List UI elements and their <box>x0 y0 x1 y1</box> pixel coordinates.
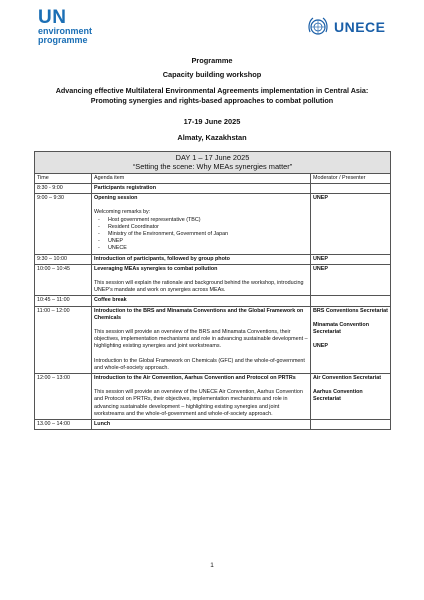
row-title: Leveraging MEAs synergies to combat pollution <box>94 265 218 272</box>
workshop-location: Almaty, Kazakhstan <box>177 133 247 142</box>
row-description: This session will provide an overview of the UNECE Air Convention, Aarhus Convention and Protocol on PRTRs, their objectives, implementation mechanisms and role in advancing sustainable development – highlighting existing synergies and joint workstreams and the whole-of-government and whole-of-society approach. <box>94 389 303 417</box>
row-time: 11:00 – 12:00 <box>35 306 92 373</box>
presenter-name: UNEP <box>313 343 328 350</box>
workshop-subtitle: Capacity building workshop <box>162 70 262 79</box>
unep-logo <box>38 8 118 46</box>
table-row <box>35 374 391 420</box>
page-number: 1 <box>210 562 214 569</box>
row-presenter: UNEP <box>311 254 391 264</box>
list-item: - Resident Coordinator <box>108 224 308 231</box>
row-time: 9:00 – 9:30 <box>35 194 92 254</box>
schedule-table <box>34 151 391 430</box>
row-presenter <box>311 184 391 194</box>
row-time: 13.00 – 14:00 <box>35 420 92 430</box>
row-time: 10:00 – 10:45 <box>35 264 92 296</box>
row-intro: Welcoming remarks by: <box>94 209 151 216</box>
row-presenter: UNEP <box>311 194 391 254</box>
col-time-header: Time <box>35 173 92 183</box>
list-item: - Host government representative (TBC) <box>108 217 308 224</box>
row-presenter <box>311 420 391 430</box>
row-agenda <box>92 306 311 373</box>
list-item: - Ministry of the Environment, Government of Japan <box>108 231 308 238</box>
unece-logo-text: UNECE <box>334 19 386 35</box>
unep-logo-line2: environment <box>38 26 93 36</box>
table-row <box>35 306 391 373</box>
unep-logo-line3: programme <box>38 35 88 45</box>
col-presenter-header: Moderator / Presenter <box>311 173 391 183</box>
row-presenter <box>311 296 391 306</box>
row-title: Introduction of participants, followed by group photo <box>92 254 311 264</box>
row-presenter: UNEP <box>311 264 391 296</box>
table-row <box>35 420 391 430</box>
un-emblem-icon <box>306 15 330 39</box>
workshop-dates: 17-19 June 2025 <box>183 117 241 126</box>
list-item: - UNECE <box>108 245 308 252</box>
row-time: 10:45 – 11:00 <box>35 296 92 306</box>
row-title: Introduction to the Air Convention, Aarhus Convention and Protocol on PRTRs <box>94 375 296 382</box>
presenter-name: Aarhus Convention Secretariat <box>313 389 363 403</box>
day-header-cell <box>35 152 391 174</box>
row-title: Coffee break <box>92 296 311 306</box>
row-title: Introduction to the BRS and Minamata Conventions and the Global Framework on Chemicals <box>94 307 304 321</box>
table-row <box>35 194 391 254</box>
unep-logo-un: UN <box>38 7 67 28</box>
day-theme: “Setting the scene: Why MEAs synergies matter” <box>132 162 293 172</box>
table-row <box>35 296 391 306</box>
table-row <box>35 264 391 296</box>
row-agenda <box>92 264 311 296</box>
row-time: 8:30 - 9:00 <box>35 184 92 194</box>
presenter-name: Minamata Convention Secretariat <box>313 321 370 336</box>
speaker-list <box>94 217 308 253</box>
row-description-2: Introduction to the Global Framework on Chemicals (GFC) and the whole-of-government and whole-of-society approach. <box>94 357 305 371</box>
row-agenda <box>92 194 311 254</box>
day-label: DAY 1 – 17 June 2025 <box>175 153 250 162</box>
row-presenter <box>311 374 391 420</box>
presenter-name: BRS Conventions Secretariat <box>313 307 388 314</box>
presenter-name: Air Convention Secretariat <box>313 375 381 382</box>
row-title: Lunch <box>92 420 311 430</box>
row-description: This session will provide an overview of the BRS and Minamata Conventions, their objectives, implementation mechanisms and role in advancing sustainable development – highlighting existing synergies and joint workstreams. <box>94 329 308 350</box>
row-time: 9:30 – 10:00 <box>35 254 92 264</box>
row-agenda <box>92 374 311 420</box>
table-row <box>35 184 391 194</box>
row-time: 12:00 – 13:00 <box>35 374 92 420</box>
col-agenda-header: Agenda item <box>92 173 311 183</box>
day-header-row <box>35 152 391 174</box>
table-row <box>35 254 391 264</box>
row-title: Opening session <box>94 195 138 202</box>
row-description: This session will explain the rationale and background behind the workshop, introducing UNEP’s mandate and work on synergies across MEAs. <box>94 280 304 294</box>
unece-logo <box>306 12 396 42</box>
row-presenter <box>311 306 391 373</box>
workshop-title: Advancing effective Multilateral Environmental Agreements implementation in Central Asia: Promoting synergies and rights-based approaches to combat pollution <box>55 86 369 105</box>
row-title: Participants registration <box>92 184 311 194</box>
list-item: - UNEP <box>108 238 308 245</box>
programme-heading: Programme <box>191 56 233 65</box>
column-header-row <box>35 173 391 183</box>
